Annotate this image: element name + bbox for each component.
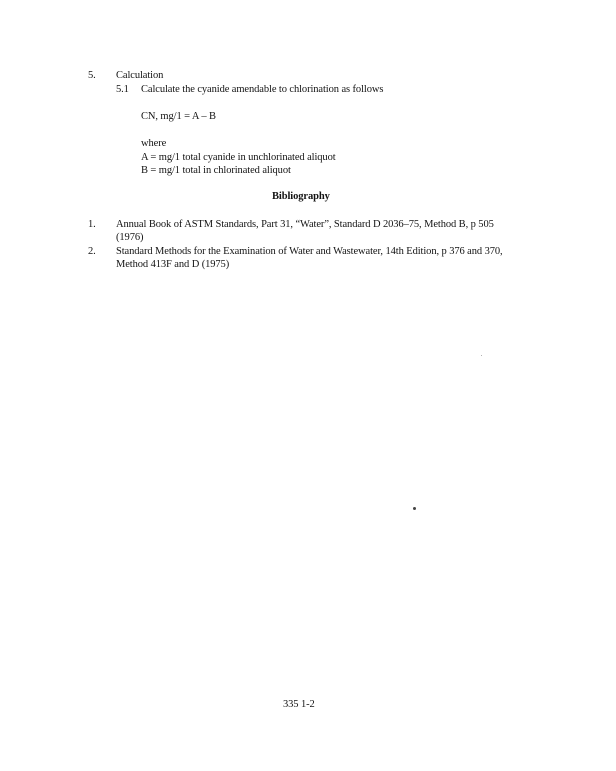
definition-b: B = mg/1 total in chlorinated aliquot	[141, 165, 291, 176]
scan-speck	[413, 507, 416, 510]
subsection-text: Calculate the cyanide amendable to chlorination as follows	[141, 84, 384, 95]
bib-item-1-number: 1.	[88, 219, 96, 230]
bib-item-2-line1: Standard Methods for the Examination of Water and Wastewater, 14th Edition, p 376 and 370,	[116, 246, 503, 257]
where-label: where	[141, 138, 167, 149]
bib-item-1-line2: (1976)	[116, 232, 144, 243]
definition-a: A = mg/1 total cyanide in unchlorinated aliquot	[141, 152, 336, 163]
subsection-number: 5.1	[116, 84, 129, 95]
section-number: 5.	[88, 70, 96, 81]
bibliography-heading: Bibliography	[272, 191, 330, 202]
section-title: Calculation	[116, 70, 164, 81]
bib-item-2-line2: Method 413F and D (1975)	[116, 259, 230, 270]
bib-item-2-number: 2.	[88, 246, 96, 257]
page-number: 335 1-2	[283, 699, 315, 710]
bib-item-1-line1: Annual Book of ASTM Standards, Part 31, “Water”, Standard D 2036–75, Method B, p 505	[116, 219, 494, 230]
scan-speck	[481, 355, 482, 356]
formula: CN, mg/1 = A – B	[141, 111, 216, 122]
